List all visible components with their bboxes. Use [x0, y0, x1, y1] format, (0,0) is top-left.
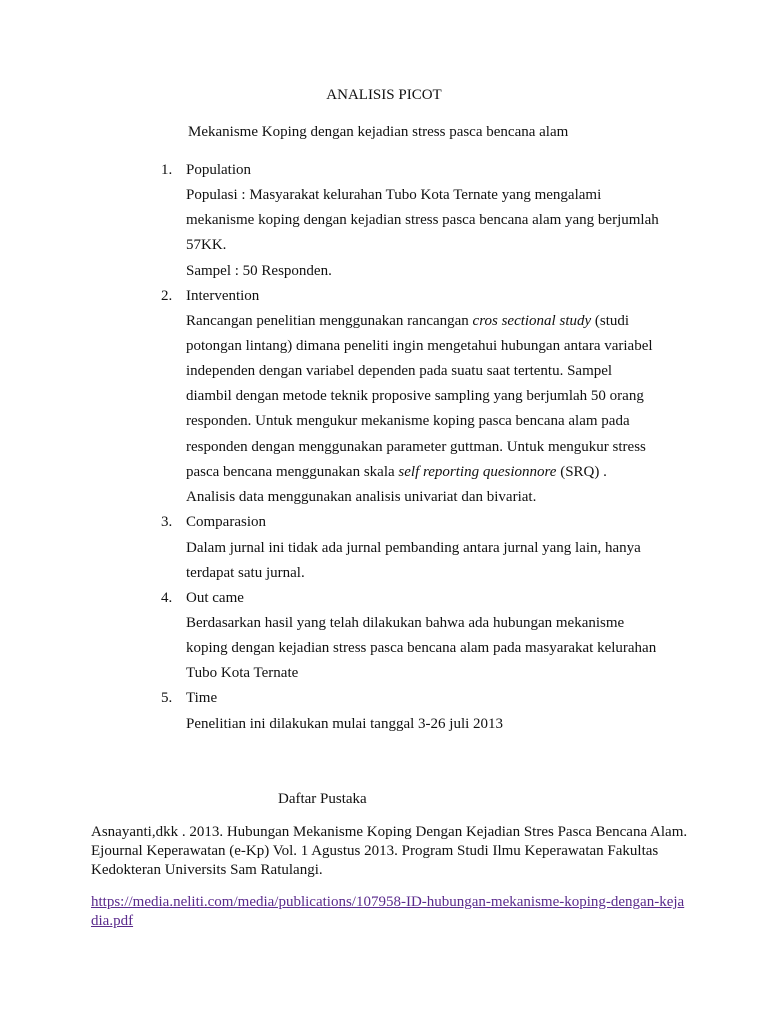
item-text-line: Sampel : 50 Responden.: [186, 263, 332, 279]
item-number-comparasion: 3.: [161, 514, 173, 530]
italic-term: self reporting quesionnore: [398, 464, 557, 480]
item-text-line: Analisis data menggunakan analisis univariat dan bivariat.: [186, 489, 537, 505]
item-number-time: 5.: [161, 690, 173, 706]
text-segment: Rancangan penelitian menggunakan rancangan: [186, 313, 473, 329]
item-text-line: independen dengan variabel dependen pada suatu saat tertentu. Sampel: [186, 363, 613, 379]
italic-term: cros sectional study: [472, 313, 592, 329]
item-text-line: diambil dengan metode teknik proposive sampling yang berjumlah 50 orang: [186, 388, 644, 404]
item-text-line: Populasi : Masyarakat kelurahan Tubo Kota Ternate yang mengalami: [186, 187, 602, 203]
document-title: ANALISIS PICOT: [326, 87, 442, 103]
item-text-line: responden dengan menggunakan parameter guttman. Untuk mengukur stress: [186, 439, 646, 455]
text-segment: pasca bencana menggunakan skala: [186, 464, 399, 480]
item-heading-outcame: Out came: [186, 590, 244, 606]
reference-citation: Asnayanti,dkk . 2013. Hubungan Mekanisme Koping Dengan Kejadian Stres Pasca Bencana Alam. Ejournal Keperawatan (e-Kp) Vol. 1 Agustus 2013. Program Studi Ilmu Keperawatan Fakultas Kedokteran Universits Sam Ratulangi.: [91, 824, 688, 878]
item-heading-population: Population: [186, 162, 252, 178]
item-text-line: [186, 313, 629, 330]
item-text-line: [186, 464, 607, 481]
item-heading-time: Time: [186, 690, 218, 706]
item-text-line: 57KK.: [186, 237, 227, 253]
item-text-line: terdapat satu jurnal.: [186, 565, 305, 581]
item-text-line: Penelitian ini dilakukan mulai tanggal 3-26 juli 2013: [186, 716, 504, 732]
item-text-line: mekanisme koping dengan kejadian stress pasca bencana alam yang berjumlah: [186, 212, 659, 228]
item-text-line: Dalam jurnal ini tidak ada jurnal pembanding antara jurnal yang lain, hanya: [186, 540, 641, 556]
item-heading-intervention: Intervention: [186, 288, 260, 304]
document-subtitle: Mekanisme Koping dengan kejadian stress pasca bencana alam: [188, 124, 569, 140]
item-number-outcame: 4.: [161, 590, 173, 606]
references-heading: Daftar Pustaka: [278, 791, 367, 807]
item-text-line: koping dengan kejadian stress pasca bencana alam pada masyarakat kelurahan: [186, 640, 657, 656]
text-segment: (studi: [591, 313, 630, 329]
item-text-line: responden. Untuk mengukur mekanisme koping pasca bencana alam pada: [186, 413, 630, 429]
item-text-line: Berdasarkan hasil yang telah dilakukan bahwa ada hubungan mekanisme: [186, 615, 625, 631]
reference-link[interactable]: https://media.neliti.com/media/publications/107958-ID-hubungan-mekanisme-koping-dengan-kejadia.pdf: [91, 894, 685, 929]
item-text-line: Tubo Kota Ternate: [186, 665, 299, 681]
text-segment: (SRQ) .: [556, 464, 607, 480]
item-number-intervention: 2.: [161, 288, 173, 304]
item-text-line: potongan lintang) dimana peneliti ingin mengetahui hubungan antara variabel: [186, 338, 653, 354]
item-number-population: 1.: [161, 162, 173, 178]
item-heading-comparasion: Comparasion: [186, 514, 266, 530]
